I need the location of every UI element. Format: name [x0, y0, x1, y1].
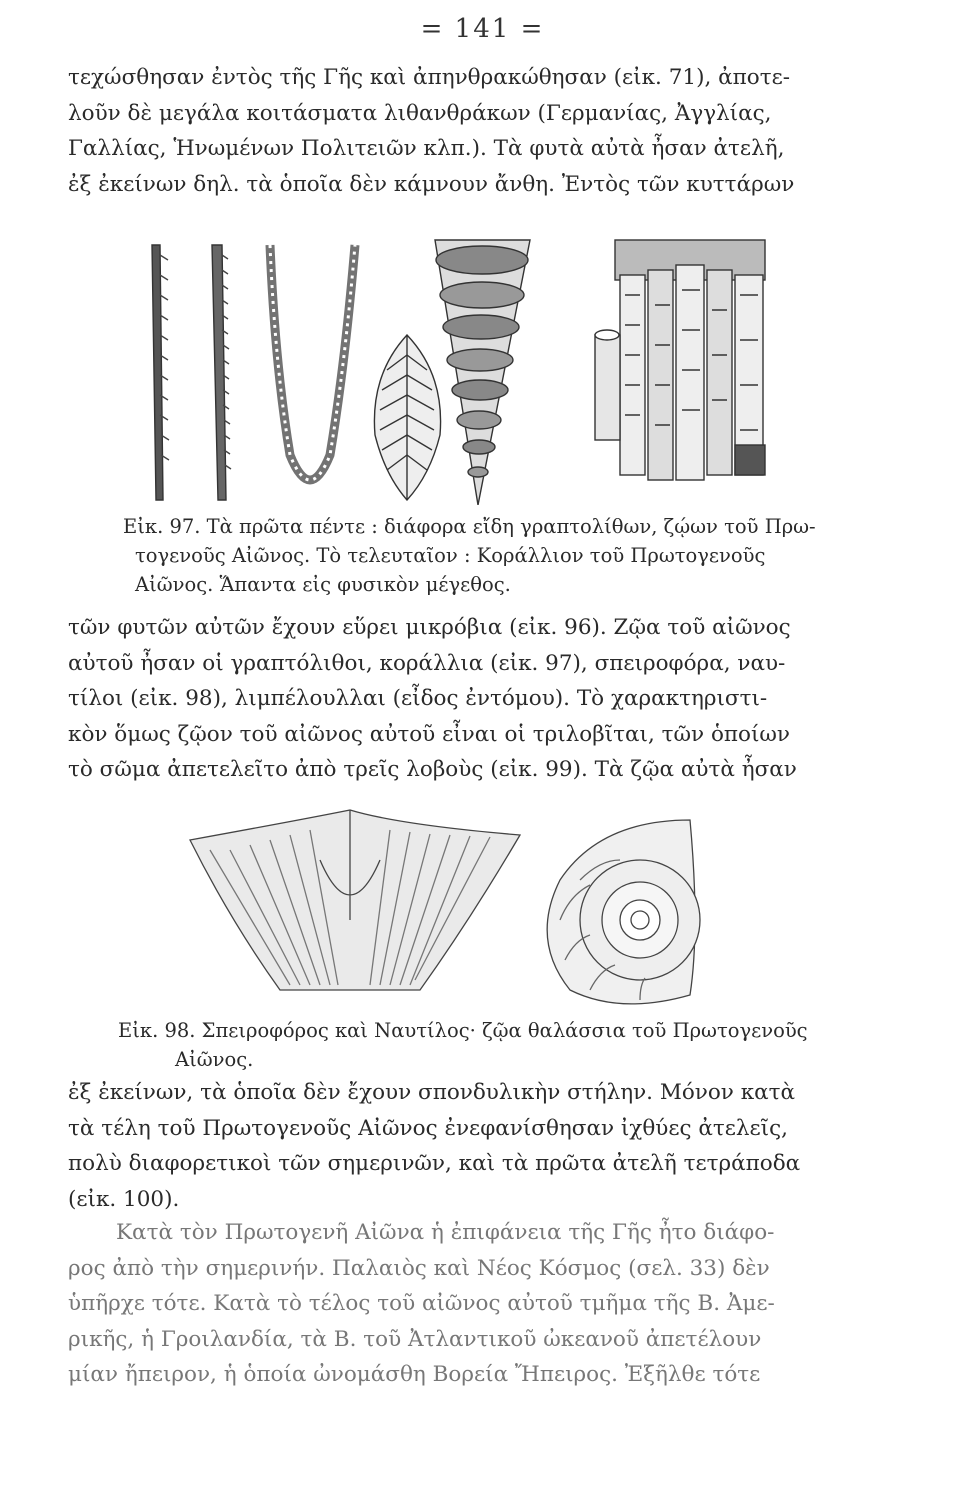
text-line: Γαλλίας, Ἡνωμένων Πολιτειῶν κλπ.). Τὰ φυτὰ αὐτὰ ἦσαν ἀτελῆ, — [68, 136, 785, 161]
text-line: τῶν φυτῶν αὐτῶν ἔχουν εὕρει μικρόβια (εἰκ. 96). Ζῷα τοῦ αἰῶνος — [68, 615, 791, 640]
caption-line: Αἰῶνος. Ἅπαντα εἰς φυσικὸν μέγεθος. — [135, 573, 511, 596]
graptolite-1-drawing — [152, 245, 169, 500]
page-number: = 141 = — [420, 14, 545, 44]
coral-drawing — [595, 240, 765, 480]
text-line: τίλοι (εἰκ. 98), λιμπέλουλλαι (εἶδος ἐντόμου). Τὸ χαρακτηριστι- — [68, 686, 768, 711]
text-line: ὑπῆρχε τότε. Κατὰ τὸ τέλος τοῦ αἰῶνος αὐτοῦ τμῆμα τῆς Β. Ἀμε- — [68, 1291, 775, 1316]
text-line: ρος ἀπὸ τὴν σημερινήν. Παλαιὸς καὶ Νέος Κόσμος (σελ. 33) δὲν — [68, 1255, 770, 1281]
text-line: πολὺ διαφορετικοὶ τῶν σημερινῶν, καὶ τὰ πρῶτα ἀτελῆ τετράποδα — [68, 1151, 801, 1176]
text-line: ἐξ ἐκείνων δηλ. τὰ ὁποῖα δὲν κάμνουν ἄνθη. Ἐντὸς τῶν κυττάρων — [68, 171, 795, 197]
paragraph-4 — [68, 1215, 858, 1393]
text-line: λοῦν δὲ μεγάλα κοιτάσματα λιθανθράκων (Γερμανίας, Ἀγγλίας, — [68, 100, 772, 126]
figure-98-illustration — [0, 800, 965, 1015]
text-line: τὸ σῶμα ἀπετελεῖτο ἀπὸ τρεῖς λοβοὺς (εἰκ. 99). Τὰ ζῷα αὐτὰ ἦσαν — [68, 757, 797, 782]
text-line: τεχώσθησαν ἐντὸς τῆς Γῆς καὶ ἀπηνθρακώθησαν (εἰκ. 71), ἀποτε- — [68, 65, 791, 90]
caption-line: Αἰῶνος. — [175, 1048, 254, 1071]
text-line: μίαν ἤπειρον, ἡ ὁποία ὠνομάσθη Βορεία Ἤπειρος. Ἐξῆλθε τότε — [68, 1362, 761, 1387]
graptolite-2-drawing — [212, 245, 231, 500]
graptolite-4-drawing — [374, 335, 440, 500]
figure-97-illustration — [0, 215, 965, 505]
graptolite-3-drawing — [270, 245, 355, 480]
figure-98-caption — [118, 1016, 808, 1074]
caption-line: Εἰκ. 98. Σπειροφόρος καὶ Ναυτίλος· ζῷα θαλάσσια τοῦ Πρωτογενοῦς — [118, 1019, 808, 1042]
text-line: ἐξ ἐκείνων, τὰ ὁποῖα δὲν ἔχουν σπονδυλικὴν στήλην. Μόνον κατὰ — [68, 1080, 796, 1105]
paragraph-1 — [68, 60, 858, 202]
graptolite-5-drawing — [435, 240, 530, 505]
text-line: τὰ τέλη τοῦ Πρωτογενοῦς Αἰῶνος ἐνεφανίσθησαν ἰχθύες ἀτελεῖς, — [68, 1115, 788, 1141]
nautilus-drawing — [547, 820, 700, 1004]
caption-line: Εἰκ. 97. Τὰ πρῶτα πέντε : διάφορα εἴδη γραπτολίθων, ζῴων τοῦ Πρω- — [123, 515, 816, 538]
text-line: ρικῆς, ἡ Γροιλανδία, τὰ Β. τοῦ Ἀτλαντικοῦ ὠκεανοῦ ἀπετέλουν — [68, 1326, 762, 1352]
caption-line: τογενοῦς Αἰῶνος. Τὸ τελευταῖον : Κοράλλιον τοῦ Πρωτογενοῦς — [135, 544, 766, 567]
brachiopod-drawing — [190, 810, 520, 990]
text-line: Κατὰ τὸν Πρωτογενῆ Αἰῶνα ἡ ἐπιφάνεια τῆς Γῆς ἦτο διάφο- — [116, 1220, 775, 1245]
text-line: κὸν ὅμως ζῷον τοῦ αἰῶνος αὐτοῦ εἶναι οἱ τριλοβῖται, τῶν ὁποίων — [68, 721, 791, 747]
text-line: (εἰκ. 100). — [68, 1186, 180, 1212]
paragraph-2 — [68, 610, 858, 788]
figure-97-caption — [123, 512, 816, 599]
paragraph-3 — [68, 1075, 858, 1217]
text-line: αὐτοῦ ἦσαν οἱ γραπτόλιθοι, κοράλλια (εἰκ. 97), σπειροφόρα, ναυ- — [68, 650, 786, 676]
